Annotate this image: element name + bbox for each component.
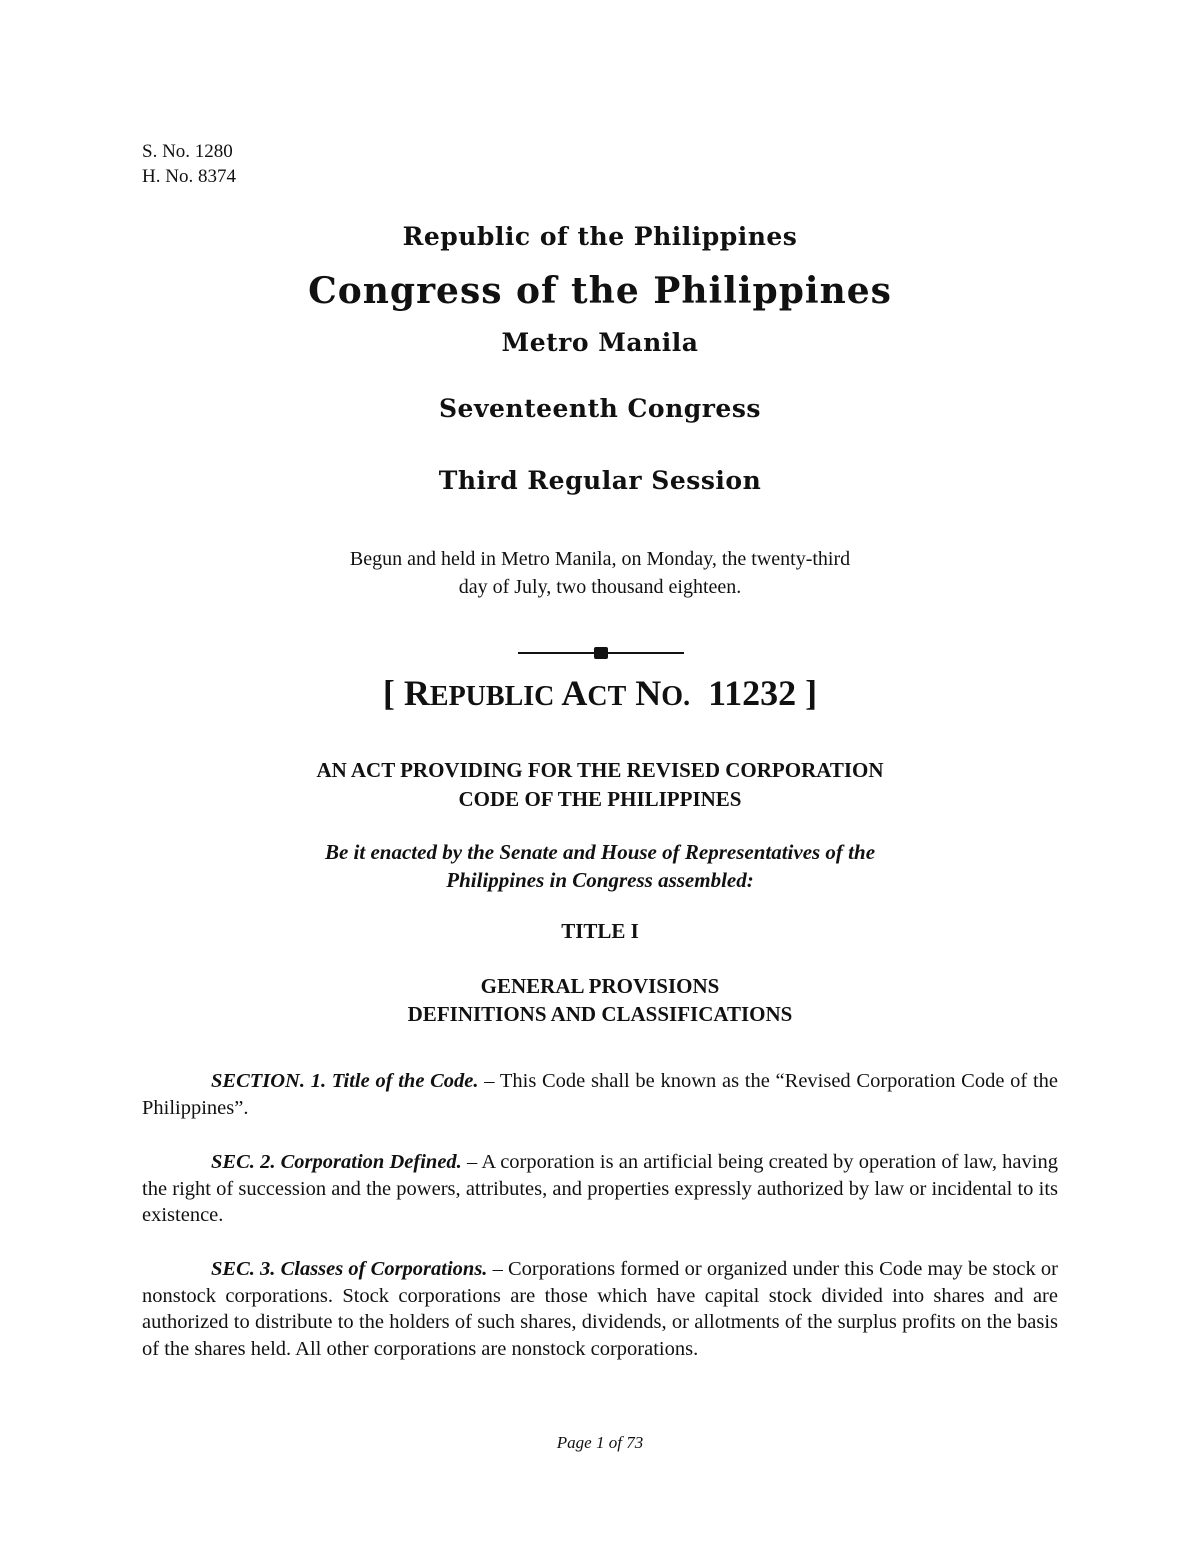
section-2-body: – A corporation is an artificial being created by operation of law, having the right of succession and the powers, attributes, and properties expressly authorized by law or incidental to its existence. — [142, 1151, 1058, 1226]
enacting-clause — [0, 838, 1200, 894]
act-title-line-1: AN ACT PROVIDING FOR THE REVISED CORPORATION — [316, 758, 884, 782]
section-2 — [142, 1149, 1058, 1229]
begun-line-2: day of July, two thousand eighteen. — [458, 576, 742, 598]
enacting-line-2: Philippines in Congress assembled: — [446, 868, 754, 892]
page-number-footer: Page 1 of 73 — [556, 1433, 644, 1452]
subheading-line-1: GENERAL PROVISIONS — [480, 974, 720, 998]
ra-n-rest: O. — [661, 681, 691, 712]
ra-a-rest: CT — [587, 681, 627, 712]
act-title — [0, 756, 1200, 814]
begun-statement — [0, 545, 1200, 601]
ra-r-rest: EPUBLIC — [429, 681, 555, 712]
act-title-line-2: CODE OF THE PHILIPPINES — [458, 787, 742, 811]
session-header: Third Regular Session — [438, 466, 762, 495]
section-1-body: – This Code shall be known as the “Revised Corporation Code of the Philippines”. — [142, 1070, 1058, 1119]
enacting-line-1: Be it enacted by the Senate and House of Representatives of the — [324, 840, 876, 864]
location-header: Metro Manila — [501, 328, 699, 357]
ra-number: 11232 — [708, 673, 797, 713]
ra-a-cap: A — [561, 673, 588, 713]
section-2-heading: SEC. 2. Corporation Defined. — [211, 1151, 462, 1173]
congress-header: Congress of the Philippines — [308, 270, 892, 312]
ra-word-no — [635, 673, 690, 713]
section-3-heading: SEC. 3. Classes of Corporations. — [211, 1258, 488, 1280]
ornament-mark — [594, 647, 608, 659]
section-1-heading: SECTION. 1. Title of the Code. — [211, 1070, 479, 1092]
republic-act-title — [0, 672, 1200, 714]
begun-line-1: Begun and held in Metro Manila, on Monday, the twenty-third — [349, 548, 851, 570]
section-3-body: – Corporations formed or organized under this Code may be stock or nonstock corporations. Stock corporations are those which have capital stock divided into shares and are authorized to distribute to the holders of such shares, dividends, or allotments of the surplus profits on the basis of the shares held. All other corporations are nonstock corporations. — [142, 1258, 1059, 1360]
title-heading: TITLE I — [561, 919, 639, 943]
subheading-line-2: DEFINITIONS AND CLASSIFICATIONS — [407, 1002, 793, 1026]
ornament-divider-icon — [518, 648, 684, 658]
ra-open-bracket: [ — [382, 673, 395, 713]
section-3 — [142, 1256, 1058, 1362]
title-subheading — [0, 972, 1200, 1028]
ra-close-bracket: ] — [805, 673, 818, 713]
ra-word-republic — [404, 673, 554, 713]
house-bill-number: H. No. 8374 — [142, 166, 236, 187]
section-1 — [142, 1068, 1058, 1121]
ra-n-cap: N — [635, 673, 662, 713]
ra-word-act — [561, 673, 626, 713]
bill-numbers — [142, 139, 236, 189]
congress-number-header: Seventeenth Congress — [439, 394, 761, 423]
ra-r-cap: R — [403, 673, 430, 713]
republic-header: Republic of the Philippines — [402, 222, 798, 251]
senate-bill-number: S. No. 1280 — [142, 141, 233, 162]
